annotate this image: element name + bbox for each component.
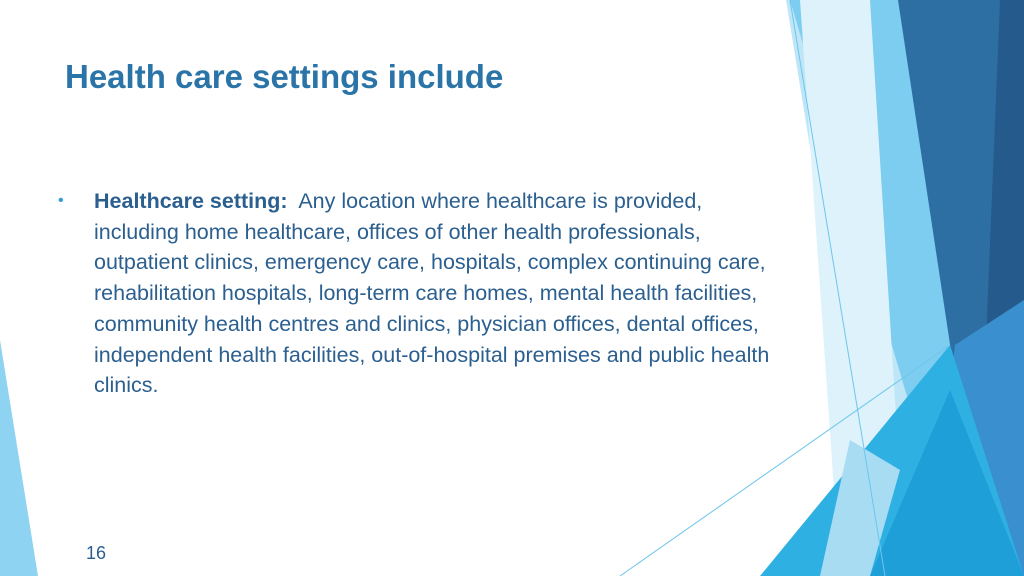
bullet-term: Healthcare setting: [94,189,288,213]
bullet-content [94,186,774,401]
page-number: 16 [86,543,107,563]
bullet-marker: • [58,192,64,209]
slide-title: Health care settings include [65,58,504,95]
left-edge-shape [0,340,38,576]
bullet-description: Any location where healthcare is provided, including home healthcare, offices of other health professionals, outpatient clinics, emergency care, hospitals, complex continuing care, rehabilitation hospitals, long-term care homes, mental health facilities, community health centres and clinics, physician offices, dental offices, independent health facilities, out-of-hospital premises and public health clinics. [94,189,770,398]
